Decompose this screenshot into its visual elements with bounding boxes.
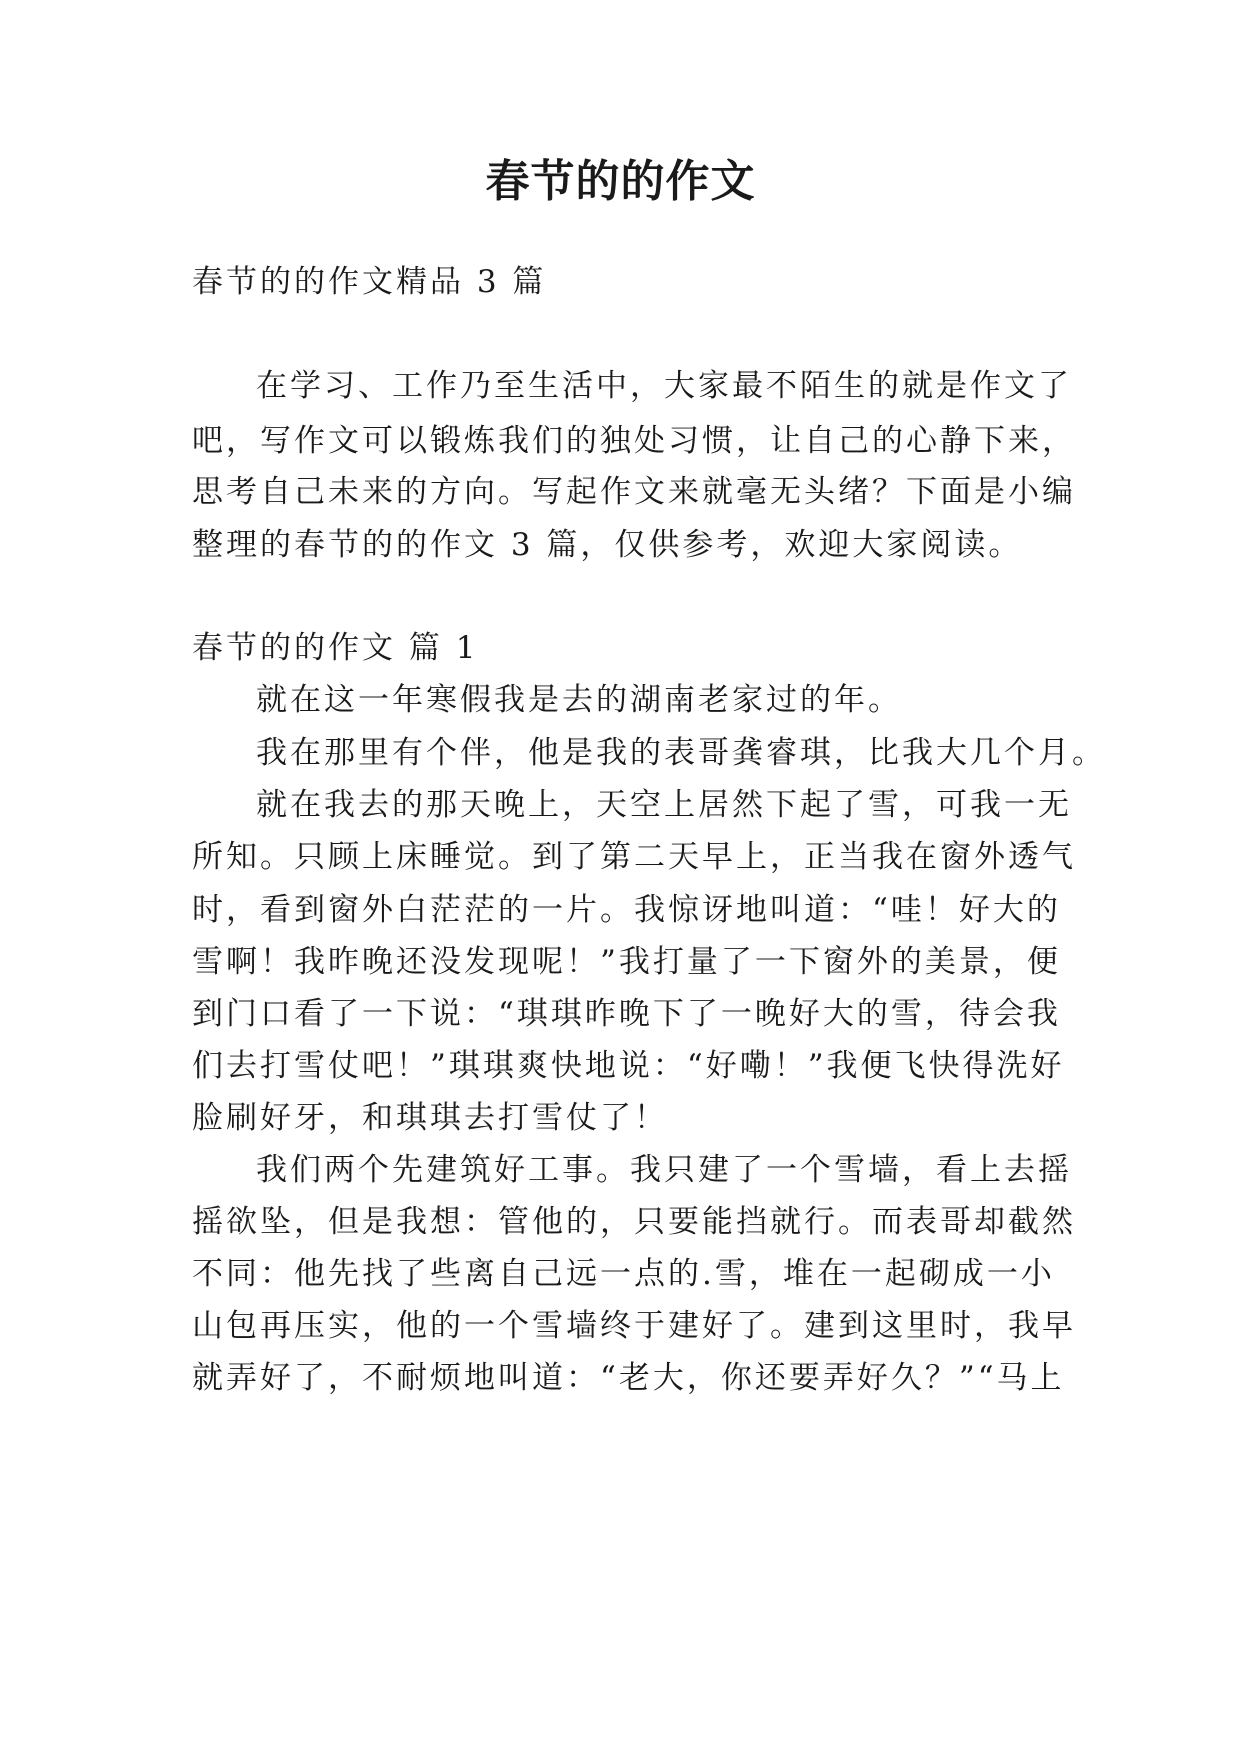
intro-line: 吧，写作文可以锻炼我们的独处习惯，让自己的心静下来， — [192, 423, 1076, 459]
intro-line: 思考自己未来的方向。写起作文来就毫无头绪？下面是小编 — [192, 474, 1076, 510]
intro-line: 整理的春节的的作文 3 篇，仅供参考，欢迎大家阅读。 — [192, 527, 1023, 563]
body-line: 我在那里有个伴，他是我的表哥龚睿琪，比我大几个月。 — [256, 735, 1106, 771]
body-line: 到门口看了一下说：“琪琪昨晚下了一晚好大的雪，待会我 — [192, 996, 1061, 1032]
body-line: 雪啊！我昨晚还没发现呢！”我打量了一下窗外的美景，便 — [192, 944, 1061, 980]
body-line: 我们两个先建筑好工事。我只建了一个雪墙，看上去摇 — [256, 1152, 1072, 1188]
body-line: 就在这一年寒假我是去的湖南老家过的年。 — [256, 682, 902, 718]
body-line: 就在我去的那天晚上，天空上居然下起了雪，可我一无 — [256, 787, 1072, 823]
intro-line: 在学习、工作乃至生活中，大家最不陌生的就是作文了 — [256, 368, 1072, 404]
body-line: 所知。只顾上床睡觉。到了第二天早上，正当我在窗外透气 — [192, 839, 1076, 875]
body-line: 就弄好了，不耐烦地叫道：“老大，你还要弄好久？”“马上 — [192, 1360, 1065, 1396]
body-line: 摇欲坠，但是我想：管他的，只要能挡就行。而表哥却截然 — [192, 1204, 1076, 1240]
document-title: 春节的的作文 — [485, 156, 756, 207]
body-line: 时，看到窗外白茫茫的一片。我惊讶地叫道：“哇！好大的 — [192, 892, 1061, 928]
body-line: 脸刷好牙，和琪琪去打雪仗了！ — [192, 1100, 668, 1136]
body-line: 山包再压实，他的一个雪墙终于建好了。建到这里时，我早 — [192, 1308, 1076, 1344]
document-subtitle: 春节的的作文精品 3 篇 — [192, 264, 547, 300]
body-line: 不同：他先找了些离自己远一点的.雪，堆在一起砌成一小 — [192, 1256, 1055, 1292]
section-heading: 春节的的作文 篇 1 — [192, 630, 479, 666]
body-line: 们去打雪仗吧！”琪琪爽快地说：“好嘞！”我便飞快得洗好 — [192, 1048, 1065, 1084]
